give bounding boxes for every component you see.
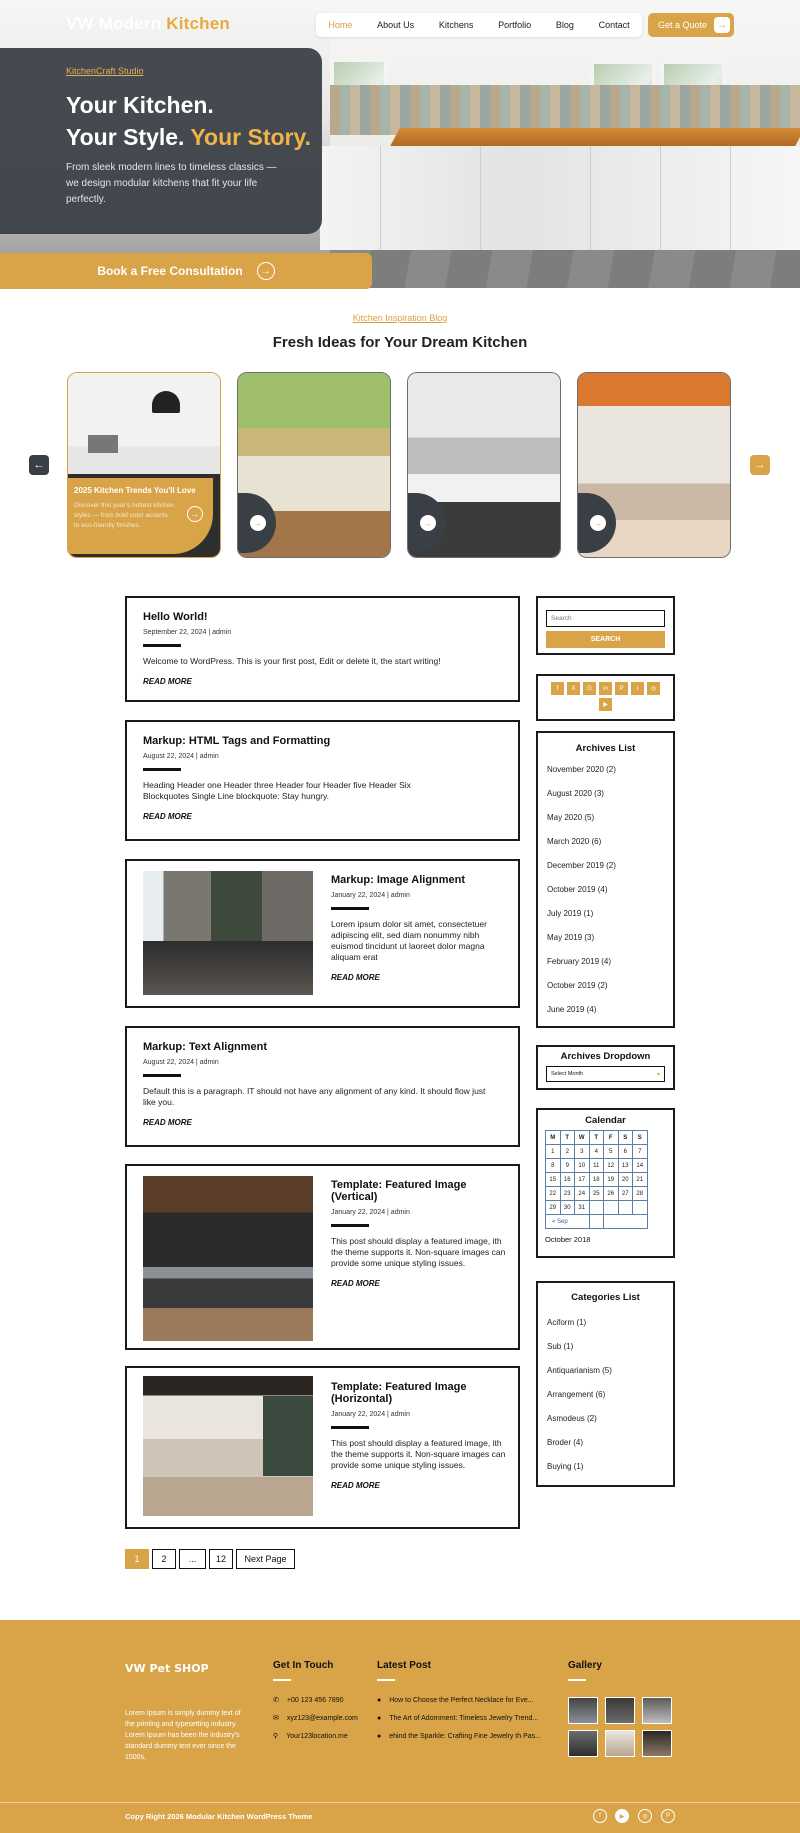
calendar-day: 30 [560, 1201, 575, 1215]
arrow-left-icon: ← [33, 459, 45, 471]
get-quote-button[interactable] [648, 13, 734, 37]
copyright: Copy Right 2026 Modular Kitchen WordPress Theme [125, 1812, 313, 1821]
calendar-day: 21 [633, 1173, 648, 1187]
read-more-link[interactable]: READ MORE [331, 973, 380, 982]
category-item[interactable]: Broder (4) [547, 1438, 584, 1447]
search-button[interactable]: SEARCH [546, 631, 665, 648]
post-image-alignment [125, 859, 520, 1008]
post-image[interactable] [143, 1176, 313, 1341]
gallery-image[interactable] [568, 1730, 598, 1757]
arrow-right-icon[interactable]: → [420, 515, 436, 531]
main-nav [316, 13, 642, 37]
gallery-image[interactable] [605, 1697, 635, 1724]
post-excerpt: Default this is a paragraph. IT should not have any alignment of any kind. It should flow just like you. [143, 1086, 486, 1107]
calendar-day: 8 [546, 1159, 561, 1173]
post-divider [143, 644, 181, 647]
instagram-icon[interactable]: ◎ [647, 682, 660, 695]
hero-heading-line2: Your Style. Your Story. [66, 124, 311, 150]
x-icon[interactable]: X [567, 682, 580, 695]
archive-item[interactable]: October 2019 (4) [547, 885, 608, 894]
calendar-day-header: T [589, 1131, 604, 1145]
latest-title: Latest Post [377, 1660, 431, 1671]
footer-latest [377, 1660, 542, 1745]
calendar-day: 25 [589, 1187, 604, 1201]
card-desc: Discover this year's hottest kitchen styles — from bold color accents to eco-friendly finishes. [74, 502, 174, 529]
post-excerpt: Welcome to WordPress. This is your first post, Edit or delete it, the start writing! [143, 656, 441, 666]
page-ellipsis: ... [179, 1549, 206, 1569]
bullet-icon: ● [377, 1714, 382, 1722]
page-1[interactable]: 1 [125, 1549, 149, 1569]
hero-cabinets [320, 146, 800, 250]
calendar-day: 9 [560, 1159, 575, 1173]
latest-post-link[interactable]: ehind the Sparkle: Crafting Fine Jewelry th Pas... [389, 1732, 541, 1740]
pendant-lamp [152, 391, 180, 413]
calendar-day: 24 [575, 1187, 590, 1201]
contact-title: Get In Touch [273, 1660, 334, 1671]
nav-blog[interactable]: Blog [555, 20, 574, 30]
post-divider [331, 907, 369, 910]
footer-divider [273, 1679, 291, 1681]
post-divider [143, 768, 181, 771]
calendar-day-header: S [633, 1131, 648, 1145]
calendar-day: 13 [618, 1159, 633, 1173]
card-title: 2025 Kitchen Trends You'll Love [74, 486, 196, 495]
consultation-button[interactable] [0, 253, 372, 289]
post-excerpt: Lorem ipsum dolor sit amet, consectetuer adipiscing elit, sed diam nonummy nibh euismod tincidunt ut laoreet dolor magna aliquam erat [331, 919, 487, 962]
calendar-day: 31 [575, 1201, 590, 1215]
category-item[interactable]: Sub (1) [547, 1342, 574, 1351]
facebook-icon[interactable]: f [593, 1809, 607, 1823]
footer-location[interactable]: Your123location.me [286, 1732, 348, 1740]
read-more-link[interactable]: READ MORE [143, 1118, 192, 1127]
calendar-day: 7 [633, 1145, 648, 1159]
post-featured-vertical [125, 1164, 520, 1350]
calendar-title: Calendar [585, 1115, 626, 1126]
calendar-day [589, 1215, 604, 1229]
post-image[interactable] [143, 871, 313, 995]
consultation-label: Book a Free Consultation [97, 264, 243, 278]
calendar-day-header: S [618, 1131, 633, 1145]
footer-divider [568, 1679, 586, 1681]
latest-post-link[interactable]: The Art of Adornment: Timeless Jewelry Trend... [389, 1714, 539, 1722]
calendar-day: 26 [604, 1187, 619, 1201]
footer-divider-line [0, 1802, 800, 1803]
footer-contact [273, 1660, 358, 1745]
card-overlay [68, 478, 213, 554]
calendar-day-header: M [546, 1131, 561, 1145]
archive-item[interactable]: May 2019 (3) [547, 933, 595, 942]
month-select-value: Select Month [551, 1071, 584, 1077]
get-quote-label: Get a Quote [658, 20, 708, 30]
post-excerpt: This post should display a featured image, ith the theme supports it. Non-square images can provide some unique styling issues. [331, 1438, 506, 1470]
calendar-day: 27 [618, 1187, 633, 1201]
nav-kitchens[interactable]: Kitchens [438, 20, 474, 30]
calendar-day-header: W [575, 1131, 590, 1145]
post-divider [331, 1426, 369, 1429]
calendar-day: 12 [604, 1159, 619, 1173]
calendar-day: 16 [560, 1173, 575, 1187]
read-more-link[interactable]: READ MORE [331, 1481, 380, 1490]
footer-email[interactable]: xyz123@example.com [286, 1714, 358, 1722]
site-logo[interactable]: VW Modern Kitchen [66, 14, 230, 33]
post-excerpt: Heading Header one Header three Header four Header five Header Six Blockquotes Single Line blockquote: Stay hungry. [143, 780, 411, 801]
archive-item[interactable]: February 2019 (4) [547, 957, 612, 966]
calendar-day: 10 [575, 1159, 590, 1173]
calendar-day: 2 [560, 1145, 575, 1159]
calendar-day [604, 1215, 648, 1229]
post-meta: September 22, 2024 | admin [143, 629, 232, 636]
archive-item[interactable]: November 2020 (2) [547, 765, 616, 774]
search-input[interactable] [546, 610, 665, 627]
page-12[interactable]: 12 [209, 1549, 233, 1569]
linkedin-icon[interactable]: in [599, 682, 612, 695]
read-more-link[interactable]: READ MORE [143, 677, 192, 686]
categories-title: Categories List [571, 1292, 640, 1303]
post-text-alignment [125, 1026, 520, 1147]
carousel-prev-button[interactable] [29, 455, 49, 475]
arrow-right-icon: → [257, 262, 275, 280]
arrow-right-icon[interactable]: → [590, 515, 606, 531]
calendar-day [589, 1201, 604, 1215]
bullet-icon: ● [377, 1732, 382, 1740]
category-item[interactable]: Arrangement (6) [547, 1390, 606, 1399]
read-more-link[interactable]: READ MORE [331, 1279, 380, 1288]
post-hello-world [125, 596, 520, 702]
blog-section-title: Fresh Ideas for Your Dream Kitchen [272, 334, 528, 351]
calendar-day: 6 [618, 1145, 633, 1159]
carousel-next-button[interactable] [750, 455, 770, 475]
blog-card[interactable] [67, 372, 221, 558]
mail-icon: ✉ [273, 1715, 279, 1722]
latest-post-link[interactable]: How to Choose the Perfect Necklace for Eve... [389, 1696, 534, 1704]
archive-item[interactable]: May 2020 (5) [547, 813, 595, 822]
calendar-day: 22 [546, 1187, 561, 1201]
post-title[interactable]: Markup: Text Alignment [143, 1041, 268, 1053]
footer-phone[interactable]: +00 123 456 7890 [286, 1696, 344, 1704]
calendar-day-header: T [560, 1131, 575, 1145]
gallery-image[interactable] [568, 1697, 598, 1724]
footer-about: Lorem Ipsum is simply dummy text of the printing and typesetting industry. Lorem Ipsum has been the industry's standard dummy text ever since the 1500s, [125, 1710, 241, 1761]
blog-card[interactable] [577, 372, 731, 558]
archive-item[interactable]: December 2019 (2) [547, 861, 616, 870]
post-meta: January 22, 2024 | admin [331, 1209, 410, 1216]
location-icon: ⚲ [273, 1733, 279, 1740]
category-item[interactable]: Aciform (1) [547, 1318, 587, 1327]
arrow-right-icon[interactable]: → [250, 515, 266, 531]
microwave [88, 435, 118, 453]
calendar-day [604, 1201, 619, 1215]
calendar-day: 20 [618, 1173, 633, 1187]
gallery-image[interactable] [605, 1730, 635, 1757]
archive-item[interactable]: June 2019 (4) [547, 1005, 597, 1014]
instagram-icon[interactable]: ◎ [638, 1809, 652, 1823]
category-item[interactable]: Buying (1) [547, 1462, 584, 1471]
nav-contact[interactable]: Contact [598, 20, 630, 30]
post-title[interactable]: Hello World! [143, 611, 208, 623]
tumblr-icon[interactable]: t [631, 682, 644, 695]
archives-dropdown-widget [536, 1045, 675, 1090]
archive-item[interactable]: August 2020 (3) [547, 789, 604, 798]
month-select[interactable] [546, 1066, 665, 1082]
read-more-link[interactable]: READ MORE [143, 812, 192, 821]
youtube-icon[interactable]: ▶ [615, 1809, 629, 1823]
footer-gallery [568, 1660, 672, 1757]
calendar-day: 3 [575, 1145, 590, 1159]
post-meta: January 22, 2024 | admin [331, 892, 410, 899]
hero-floor [330, 250, 800, 288]
page-2[interactable]: 2 [152, 1549, 176, 1569]
gallery-title: Gallery [568, 1660, 602, 1671]
hero-heading-line1: Your Kitchen. [66, 92, 214, 118]
archives-title: Archives List [575, 743, 636, 754]
categories-widget [536, 1281, 675, 1487]
next-page-button[interactable]: Next Page [236, 1549, 295, 1569]
post-featured-horizontal [125, 1366, 520, 1529]
category-item[interactable]: Antiquarianism (5) [547, 1366, 612, 1375]
calendar-day: 14 [633, 1159, 648, 1173]
nav-about[interactable]: About Us [377, 20, 415, 30]
nav-portfolio[interactable]: Portfolio [498, 20, 532, 30]
blog-card[interactable] [237, 372, 391, 558]
nav-home[interactable]: Home [328, 20, 353, 30]
archives-widget [536, 731, 675, 1028]
category-item[interactable]: Asmodeus (2) [547, 1414, 597, 1423]
calendar-widget [536, 1108, 675, 1258]
arrow-right-icon: → [754, 459, 766, 471]
blog-card[interactable] [407, 372, 561, 558]
calendar-day: 4 [589, 1145, 604, 1159]
post-image[interactable] [143, 1376, 313, 1516]
post-divider [143, 1074, 181, 1077]
blog-kicker[interactable]: Kitchen Inspiration Blog [352, 313, 448, 323]
archive-item[interactable]: October 2019 (2) [547, 981, 608, 990]
hero-countertop [390, 128, 800, 146]
archive-item[interactable]: July 2019 (1) [547, 909, 594, 918]
calendar-day: 17 [575, 1173, 590, 1187]
post-meta: August 22, 2024 | admin [143, 1059, 219, 1066]
post-meta: January 22, 2024 | admin [331, 1411, 410, 1418]
hero-tag[interactable]: KitchenCraft Studio [66, 66, 144, 76]
calendar-day: 11 [589, 1159, 604, 1173]
pinterest-icon[interactable]: P [661, 1809, 675, 1823]
calendar-day: 23 [560, 1187, 575, 1201]
post-excerpt: This post should display a featured image, ith the theme supports it. Non-square images can provide some unique styling issues. [331, 1236, 506, 1268]
gallery-image[interactable] [642, 1697, 672, 1724]
social-widget [536, 674, 675, 721]
calendar-day: 5 [604, 1145, 619, 1159]
arrow-right-icon[interactable]: → [187, 506, 203, 522]
post-divider [331, 1224, 369, 1227]
bullet-icon: ● [377, 1696, 382, 1704]
search-widget [536, 596, 675, 655]
phone-icon: ✆ [273, 1697, 279, 1704]
chevron-down-icon: ▾ [656, 1071, 660, 1078]
calendar-day: 15 [546, 1173, 561, 1187]
post-title[interactable]: Markup: Image Alignment [331, 874, 466, 886]
post-meta: August 22, 2024 | admin [143, 753, 219, 760]
post-title[interactable]: Template: Featured Image (Vertical) [331, 1179, 467, 1203]
calendar-day-header: F [604, 1131, 619, 1145]
calendar-day: 18 [589, 1173, 604, 1187]
pinterest-icon[interactable]: P [615, 682, 628, 695]
post-html-tags [125, 720, 520, 841]
arrow-right-icon: → [714, 17, 730, 33]
footer-divider [377, 1679, 395, 1681]
calendar-day [618, 1201, 633, 1215]
post-title[interactable]: Markup: HTML Tags and Formatting [143, 735, 331, 747]
facebook-icon[interactable]: f [551, 682, 564, 695]
calendar-prev-link[interactable]: « Sep [546, 1215, 590, 1229]
calendar-caption: October 2018 [545, 1235, 591, 1244]
calendar-day: 29 [546, 1201, 561, 1215]
hero-lead: From sleek modern lines to timeless classics — we design modular kitchens that fit your life perfectly. [66, 162, 277, 205]
post-title[interactable]: Template: Featured Image (Horizontal) [331, 1381, 467, 1405]
calendar-table [545, 1130, 648, 1229]
archives-dropdown-title: Archives Dropdown [560, 1051, 651, 1062]
calendar-day: 19 [604, 1173, 619, 1187]
calendar-day: 1 [546, 1145, 561, 1159]
footer-brand[interactable]: VW Pet SHOP [125, 1662, 209, 1675]
gallery-image[interactable] [642, 1730, 672, 1757]
youtube-icon[interactable]: ▶ [599, 698, 612, 711]
calendar-day [633, 1201, 648, 1215]
archive-item[interactable]: March 2020 (6) [547, 837, 602, 846]
google-icon[interactable]: G [583, 682, 596, 695]
calendar-day: 28 [633, 1187, 648, 1201]
